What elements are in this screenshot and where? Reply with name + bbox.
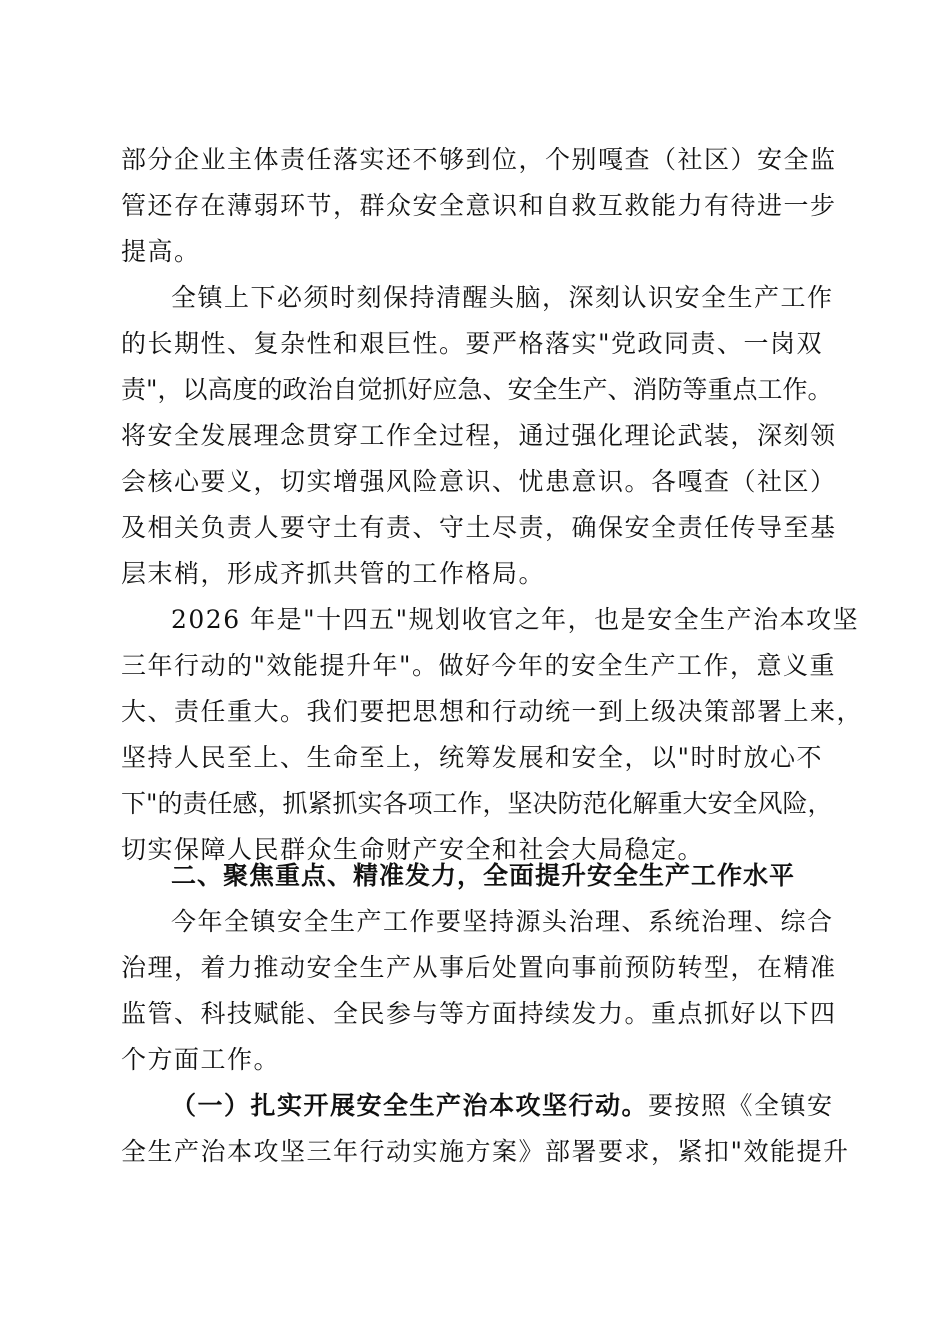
- text-line: 2026 年是"十四五"规划收官之年，也是安全生产治本攻坚: [171, 605, 860, 634]
- text-line: 坚持人民至上、生命至上，统筹发展和安全，以"时时放心不: [121, 743, 824, 772]
- text-line: 个方面工作。: [121, 1045, 281, 1074]
- text-line: 管还存在薄弱环节，群众安全意识和自救互救能力有待进一步: [121, 191, 837, 220]
- text-line: 治理，着力推动安全生产从事后处置向事前预防转型，在精准: [121, 953, 837, 982]
- text-line: 今年全镇安全生产工作要坚持源头治理、系统治理、综合: [171, 907, 834, 936]
- text-line: 提高。: [121, 237, 201, 266]
- text-line: 层末梢，形成齐抓共管的工作格局。: [121, 559, 546, 588]
- text-line: 将安全发展理念贯穿工作全过程，通过强化理论武装，深刻领: [121, 421, 837, 450]
- text-line: 及相关负责人要守土有责、守土尽责，确保安全责任传导至基: [121, 513, 837, 542]
- text-line: 监管、科技赋能、全民参与等方面持续发力。重点抓好以下四: [121, 999, 837, 1028]
- subsection-heading: （一）扎实开展安全生产治本攻坚行动。: [171, 1091, 649, 1120]
- text-line: 切实保障人民群众生命财产安全和社会大局稳定。: [121, 835, 705, 864]
- text-line: 下"的责任感，抓紧抓实各项工作，坚决防范化解重大安全风险，: [121, 789, 833, 818]
- subsection-line: [171, 1091, 834, 1121]
- text-line: 会核心要义，切实增强风险意识、忧患意识。各嘎查（社区）: [121, 467, 837, 496]
- text-line: 全镇上下必须时刻保持清醒头脑，深刻认识安全生产工作: [171, 283, 834, 312]
- section-heading: 二、聚焦重点、精准发力，全面提升安全生产工作水平: [171, 861, 796, 890]
- text-line: 责"，以高度的政治自觉抓好应急、安全生产、消防等重点工作。: [121, 375, 833, 404]
- text-run: 要按照《全镇安: [648, 1091, 834, 1120]
- text-line: 部分企业主体责任落实还不够到位，个别嘎查（社区）安全监: [121, 145, 837, 174]
- text-line: 全生产治本攻坚三年行动实施方案》部署要求，紧扣"效能提升: [121, 1137, 850, 1166]
- text-line: 的长期性、复杂性和艰巨性。要严格落实"党政同责、一岗双: [121, 329, 824, 358]
- text-line: 三年行动的"效能提升年"。做好今年的安全生产工作，意义重: [121, 651, 837, 680]
- text-line: 大、责任重大。我们要把思想和行动统一到上级决策部署上来，: [121, 697, 864, 726]
